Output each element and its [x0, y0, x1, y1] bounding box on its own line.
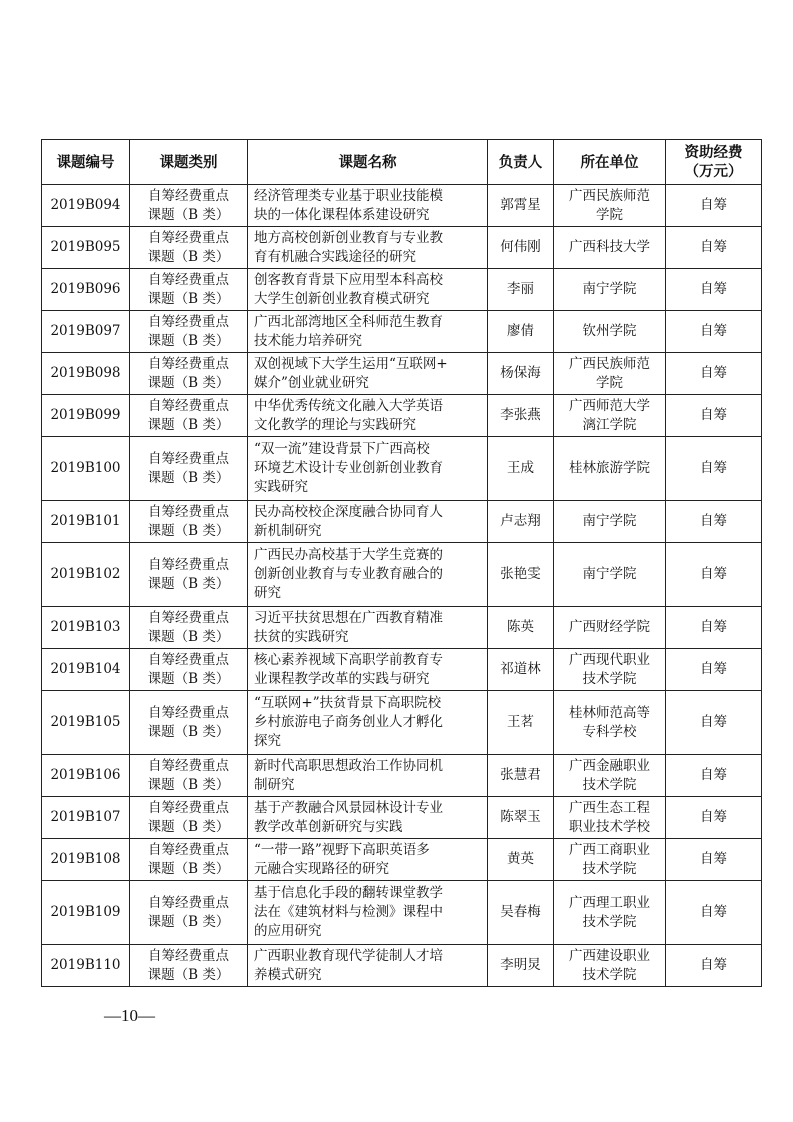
cell-category — [130, 543, 248, 607]
cell-unit — [554, 691, 666, 755]
cell-category — [130, 185, 248, 227]
table-row — [42, 543, 762, 607]
header-funding — [666, 140, 762, 185]
cell-leader: 郭霄星 — [488, 185, 554, 227]
header-funding-line1: 资助经费 — [684, 144, 743, 161]
title-line: 养模式研究 — [254, 966, 322, 983]
cell-category — [130, 607, 248, 649]
cell-leader: 陈英 — [488, 607, 554, 649]
category-line: 课题（B 类） — [147, 723, 230, 740]
category-line: 课题（B 类） — [147, 332, 230, 349]
category-line: 自筹经费重点 — [148, 799, 229, 816]
cell-title — [248, 311, 488, 353]
title-line: 教学改革创新研究与实践 — [254, 818, 403, 835]
cell-funding: 自筹 — [666, 543, 762, 607]
cell-funding: 自筹 — [666, 691, 762, 755]
table-row — [42, 839, 762, 881]
header-title: 课题名称 — [248, 140, 488, 185]
title-line: “互联网+”扶贫背景下高职院校 — [254, 695, 442, 711]
cell-category — [130, 501, 248, 543]
cell-funding: 自筹 — [666, 881, 762, 945]
cell-category — [130, 839, 248, 881]
title-line: 广西职业教育现代学徒制人才培 — [254, 947, 443, 964]
header-funding-line2: （万元） — [684, 163, 743, 180]
cell-category — [130, 227, 248, 269]
table-row — [42, 501, 762, 543]
title-line: 创客教育背景下应用型本科高校 — [254, 271, 443, 288]
header-category: 课题类别 — [130, 140, 248, 185]
cell-unit — [554, 797, 666, 839]
unit-line: 专科学校 — [582, 723, 637, 740]
cell-title — [248, 395, 488, 437]
category-line: 自筹经费重点 — [148, 704, 229, 721]
title-line: 探究 — [254, 733, 281, 749]
cell-category — [130, 945, 248, 987]
cell-leader: 李明炅 — [488, 945, 554, 987]
category-line: 课题（B 类） — [147, 374, 230, 391]
title-line: 基于产教融合风景园林设计专业 — [254, 799, 443, 816]
cell-title — [248, 691, 488, 755]
unit-line: 广西建设职业 — [569, 947, 650, 964]
unit-line: 学院 — [596, 206, 623, 223]
cell-title — [248, 607, 488, 649]
title-line: 环境艺术设计专业创新创业教育 — [254, 460, 443, 476]
header-code: 课题编号 — [42, 140, 130, 185]
title-line: 业课程教学改革的实践与研究 — [254, 670, 430, 687]
cell-leader: 张艳雯 — [488, 543, 554, 607]
category-line: 课题（B 类） — [147, 248, 230, 265]
table-body — [42, 185, 762, 987]
project-table — [41, 139, 762, 987]
category-line: 课题（B 类） — [147, 206, 230, 223]
table-header-row — [42, 140, 762, 185]
cell-leader: 张慧君 — [488, 755, 554, 797]
cell-title — [248, 945, 488, 987]
table-row — [42, 797, 762, 839]
cell-unit — [554, 269, 666, 311]
cell-code: 2019B095 — [42, 227, 130, 269]
category-line: 自筹经费重点 — [148, 757, 229, 774]
category-line: 课题（B 类） — [147, 416, 230, 433]
cell-leader: 李张燕 — [488, 395, 554, 437]
category-line: 课题（B 类） — [147, 290, 230, 307]
cell-funding: 自筹 — [666, 311, 762, 353]
cell-leader: 杨保海 — [488, 353, 554, 395]
table-row — [42, 755, 762, 797]
unit-line: 广西金融职业 — [569, 757, 650, 774]
category-line: 自筹经费重点 — [148, 187, 229, 204]
unit-line: 广西师范大学 — [569, 397, 650, 414]
table-row — [42, 881, 762, 945]
category-line: 课题（B 类） — [147, 860, 230, 877]
cell-unit — [554, 881, 666, 945]
title-line: 育有机融合实践途径的研究 — [254, 248, 416, 265]
cell-unit — [554, 945, 666, 987]
unit-line: 技术学院 — [582, 860, 637, 877]
category-line: 自筹经费重点 — [148, 450, 229, 467]
cell-code: 2019B104 — [42, 649, 130, 691]
title-line: 经济管理类专业基于职业技能模 — [254, 187, 443, 204]
table-row — [42, 311, 762, 353]
cell-code: 2019B097 — [42, 311, 130, 353]
category-line: 自筹经费重点 — [148, 947, 229, 964]
category-line: 自筹经费重点 — [148, 556, 229, 573]
cell-unit — [554, 501, 666, 543]
unit-line: 广西民族师范 — [569, 187, 650, 204]
cell-unit — [554, 185, 666, 227]
cell-funding: 自筹 — [666, 607, 762, 649]
title-line: 习近平扶贫思想在广西教育精准 — [254, 609, 443, 626]
cell-category — [130, 797, 248, 839]
cell-title — [248, 839, 488, 881]
cell-category — [130, 691, 248, 755]
cell-unit — [554, 649, 666, 691]
cell-code: 2019B107 — [42, 797, 130, 839]
cell-funding: 自筹 — [666, 269, 762, 311]
unit-line: 南宁学院 — [582, 566, 637, 582]
category-line: 自筹经费重点 — [148, 841, 229, 858]
table-row — [42, 227, 762, 269]
table-row — [42, 691, 762, 755]
title-line: 扶贫的实践研究 — [254, 628, 349, 645]
title-line: 民办高校校企深度融合协同育人 — [254, 503, 443, 520]
cell-funding: 自筹 — [666, 501, 762, 543]
cell-title — [248, 881, 488, 945]
cell-category — [130, 353, 248, 395]
title-line: 大学生创新创业教育模式研究 — [254, 290, 430, 307]
cell-funding: 自筹 — [666, 945, 762, 987]
cell-funding: 自筹 — [666, 395, 762, 437]
title-line: 新时代高职思想政治工作协同机 — [254, 757, 443, 774]
cell-leader: 何伟刚 — [488, 227, 554, 269]
unit-line: 广西财经学院 — [569, 619, 650, 635]
cell-leader: 黄英 — [488, 839, 554, 881]
cell-title — [248, 185, 488, 227]
unit-line: 桂林师范高等 — [569, 704, 650, 721]
cell-title — [248, 437, 488, 501]
cell-leader: 李丽 — [488, 269, 554, 311]
cell-leader: 陈翠玉 — [488, 797, 554, 839]
title-line: 广西北部湾地区全科师范生教育 — [254, 313, 443, 330]
title-line: 的应用研究 — [254, 923, 322, 939]
title-line: 技术能力培养研究 — [254, 332, 362, 349]
cell-funding: 自筹 — [666, 227, 762, 269]
cell-title — [248, 353, 488, 395]
page-number: —10— — [104, 1006, 155, 1025]
title-line: 基于信息化手段的翻转课堂教学 — [254, 885, 443, 901]
table-row — [42, 649, 762, 691]
unit-line: 钦州学院 — [582, 323, 637, 339]
category-line: 自筹经费重点 — [148, 229, 229, 246]
table-row — [42, 353, 762, 395]
cell-unit — [554, 755, 666, 797]
category-line: 课题（B 类） — [147, 913, 230, 930]
table-row — [42, 607, 762, 649]
cell-funding: 自筹 — [666, 185, 762, 227]
title-line: “一带一路”视野下高职英语多 — [254, 841, 430, 858]
cell-unit — [554, 227, 666, 269]
cell-unit — [554, 353, 666, 395]
unit-line: 技术学院 — [582, 966, 637, 983]
title-line: 地方高校创新创业教育与专业教 — [254, 229, 443, 246]
cell-leader: 王茗 — [488, 691, 554, 755]
unit-line: 技术学院 — [582, 670, 637, 687]
category-line: 课题（B 类） — [147, 628, 230, 645]
category-line: 自筹经费重点 — [148, 894, 229, 911]
unit-line: 广西生态工程 — [569, 799, 650, 816]
category-line: 自筹经费重点 — [148, 397, 229, 414]
cell-code: 2019B094 — [42, 185, 130, 227]
cell-code: 2019B109 — [42, 881, 130, 945]
header-unit: 所在单位 — [554, 140, 666, 185]
title-line: 新机制研究 — [254, 522, 322, 539]
category-line: 自筹经费重点 — [148, 609, 229, 626]
cell-title — [248, 755, 488, 797]
cell-code: 2019B110 — [42, 945, 130, 987]
cell-code: 2019B106 — [42, 755, 130, 797]
cell-code: 2019B099 — [42, 395, 130, 437]
category-line: 自筹经费重点 — [148, 651, 229, 668]
cell-code: 2019B103 — [42, 607, 130, 649]
category-line: 课题（B 类） — [147, 966, 230, 983]
cell-funding: 自筹 — [666, 353, 762, 395]
title-line: 媒介”创业就业研究 — [254, 374, 369, 391]
cell-unit — [554, 839, 666, 881]
title-line: 文化教学的理论与实践研究 — [254, 416, 416, 433]
unit-line: 南宁学院 — [582, 281, 637, 297]
category-line: 课题（B 类） — [147, 818, 230, 835]
title-line: 核心素养视域下高职学前教育专 — [254, 651, 443, 668]
cell-code: 2019B101 — [42, 501, 130, 543]
cell-code: 2019B108 — [42, 839, 130, 881]
cell-category — [130, 755, 248, 797]
unit-line: 广西现代职业 — [569, 651, 650, 668]
unit-line: 学院 — [596, 374, 623, 391]
table-row — [42, 185, 762, 227]
cell-leader: 卢志翔 — [488, 501, 554, 543]
title-line: 中华优秀传统文化融入大学英语 — [254, 397, 443, 414]
title-line: 双创视域下大学生运用“互联网+ — [254, 355, 448, 372]
cell-funding: 自筹 — [666, 755, 762, 797]
table-row — [42, 437, 762, 501]
table-row — [42, 395, 762, 437]
cell-funding: 自筹 — [666, 839, 762, 881]
title-line: 元融合实现路径的研究 — [254, 860, 389, 877]
cell-title — [248, 227, 488, 269]
unit-line: 广西工商职业 — [569, 841, 650, 858]
cell-category — [130, 395, 248, 437]
cell-leader: 廖倩 — [488, 311, 554, 353]
category-line: 自筹经费重点 — [148, 355, 229, 372]
title-line: 制研究 — [254, 776, 295, 793]
unit-line: 技术学院 — [582, 913, 637, 930]
cell-unit — [554, 607, 666, 649]
cell-code: 2019B105 — [42, 691, 130, 755]
category-line: 课题（B 类） — [147, 469, 230, 486]
cell-title — [248, 543, 488, 607]
unit-line: 广西理工职业 — [569, 894, 650, 911]
cell-unit — [554, 543, 666, 607]
unit-line: 南宁学院 — [582, 513, 637, 529]
unit-line: 职业技术学校 — [569, 818, 650, 835]
category-line: 课题（B 类） — [147, 575, 230, 592]
category-line: 自筹经费重点 — [148, 313, 229, 330]
category-line: 课题（B 类） — [147, 776, 230, 793]
title-line: 法在《建筑材料与检测》课程中 — [254, 904, 443, 920]
title-line: 乡村旅游电子商务创业人才孵化 — [254, 714, 443, 730]
cell-category — [130, 311, 248, 353]
cell-leader: 吴春梅 — [488, 881, 554, 945]
cell-leader: 祁道林 — [488, 649, 554, 691]
unit-line: 广西科技大学 — [569, 239, 650, 255]
cell-code: 2019B100 — [42, 437, 130, 501]
cell-funding: 自筹 — [666, 797, 762, 839]
unit-line: 漓江学院 — [582, 416, 637, 433]
header-leader: 负责人 — [488, 140, 554, 185]
unit-line: 桂林旅游学院 — [569, 460, 650, 476]
cell-category — [130, 881, 248, 945]
cell-title — [248, 269, 488, 311]
cell-title — [248, 797, 488, 839]
title-line: 创新创业教育与专业教育融合的 — [254, 566, 443, 582]
unit-line: 广西民族师范 — [569, 355, 650, 372]
title-line: 研究 — [254, 585, 281, 601]
title-line: 实践研究 — [254, 479, 308, 495]
cell-unit — [554, 311, 666, 353]
table-row — [42, 945, 762, 987]
category-line: 自筹经费重点 — [148, 503, 229, 520]
cell-category — [130, 269, 248, 311]
cell-code: 2019B098 — [42, 353, 130, 395]
cell-unit — [554, 437, 666, 501]
cell-category — [130, 649, 248, 691]
cell-leader: 王成 — [488, 437, 554, 501]
category-line: 自筹经费重点 — [148, 271, 229, 288]
table-row — [42, 269, 762, 311]
category-line: 课题（B 类） — [147, 522, 230, 539]
cell-title — [248, 501, 488, 543]
unit-line: 技术学院 — [582, 776, 637, 793]
cell-code: 2019B096 — [42, 269, 130, 311]
cell-funding: 自筹 — [666, 437, 762, 501]
cell-category — [130, 437, 248, 501]
title-line: 块的一体化课程体系建设研究 — [254, 206, 430, 223]
cell-code: 2019B102 — [42, 543, 130, 607]
title-line: “双一流”建设背景下广西高校 — [254, 441, 430, 457]
category-line: 课题（B 类） — [147, 670, 230, 687]
cell-unit — [554, 395, 666, 437]
cell-funding: 自筹 — [666, 649, 762, 691]
title-line: 广西民办高校基于大学生竞赛的 — [254, 547, 443, 563]
cell-title — [248, 649, 488, 691]
